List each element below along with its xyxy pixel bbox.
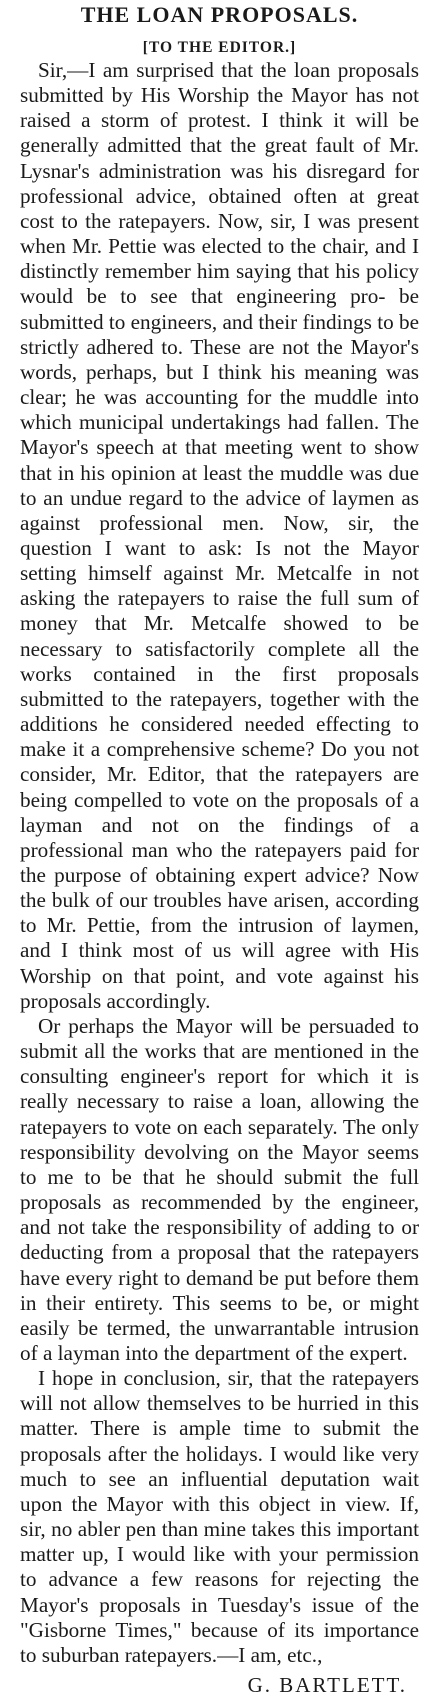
article-subhead: [TO THE EDITOR.] xyxy=(142,39,297,56)
letter-paragraph: I hope in conclusion, sir, that the ratepayers will not allow themselves to be hurried in this matter. There is ample time to submit the proposals after the holidays. I would like very much to see an influential deputation wait upon the Mayor with this object in view. If, sir, no abler pen than mine takes this important matter up, I would like with your permission to advance a few reasons for rejecting the Mayor's proposals in Tuesday's issue of the "Gisborne Times," because of its importance to suburban ratepayers.—I am, etc., xyxy=(20,1366,419,1667)
letter-paragraph: Or perhaps the Mayor will be persuaded to submit all the works that are mentioned in the consulting engineer's report for which it is really necessary to raise a loan, allowing the ratepayers to vote on each separately. The only responsibility devolving on the Mayor seems to me to be that he should submit the full proposals as recommended by the engineer, and not take the responsibility of adding to or deducting from a proposal that the ratepayers have every right to demand be put before them in their entirety. This seems to be, or might easily be termed, the unwarrantable intrusion of a layman into the department of the expert. xyxy=(20,1013,419,1365)
letter-paragraph: Sir,—I am surprised that the loan proposals submitted by His Worship the Mayor has not raised a storm of protest. I think it will be generally admitted that the great fault of Mr. Lysnar's administration was his disregard for professional advice, obtained often at great cost to the ratepayers. Now, sir, I was present when Mr. Pettie was elected to the chair, and I distinctly remember him saying that his policy would be to see that engineering pro- be submitted to engineers, and their findings to be strictly adhered to. These are not the Mayor's words, perhaps, but I think his meaning was clear; he was accounting for the muddle into which municipal undertakings had fallen. The Mayor's speech at that meeting went to show that in his opinion at least the muddle was due to an undue regard to the advice of laymen as against professional men. Now, sir, the question I want to ask: Is not the Mayor setting himself against Mr. Metcalfe in not asking the ratepayers to raise the full sum of money that Mr. Metcalfe showed to be necessary to satisfactorily complete all the works contained in the first proposals submitted to the ratepayers, together with the additions he considered needed effecting to make it a comprehensive scheme? Do you not consider, Mr. Editor, that the ratepayers are being compelled to vote on the proposals of a layman and not on the findings of a professional man who the ratepayers paid for the purpose of obtaining expert advice? Now the bulk of our troubles have arisen, according to Mr. Pettie, from the intrusion of laymen, and I think most of us will agree with His Worship on that point, and vote against his proposals accordingly. xyxy=(20,58,419,1013)
letter-signature: G. BARTLETT. xyxy=(247,1673,407,1697)
article-headline: THE LOAN PROPOSALS. xyxy=(80,2,359,27)
letter-body xyxy=(20,58,419,1668)
